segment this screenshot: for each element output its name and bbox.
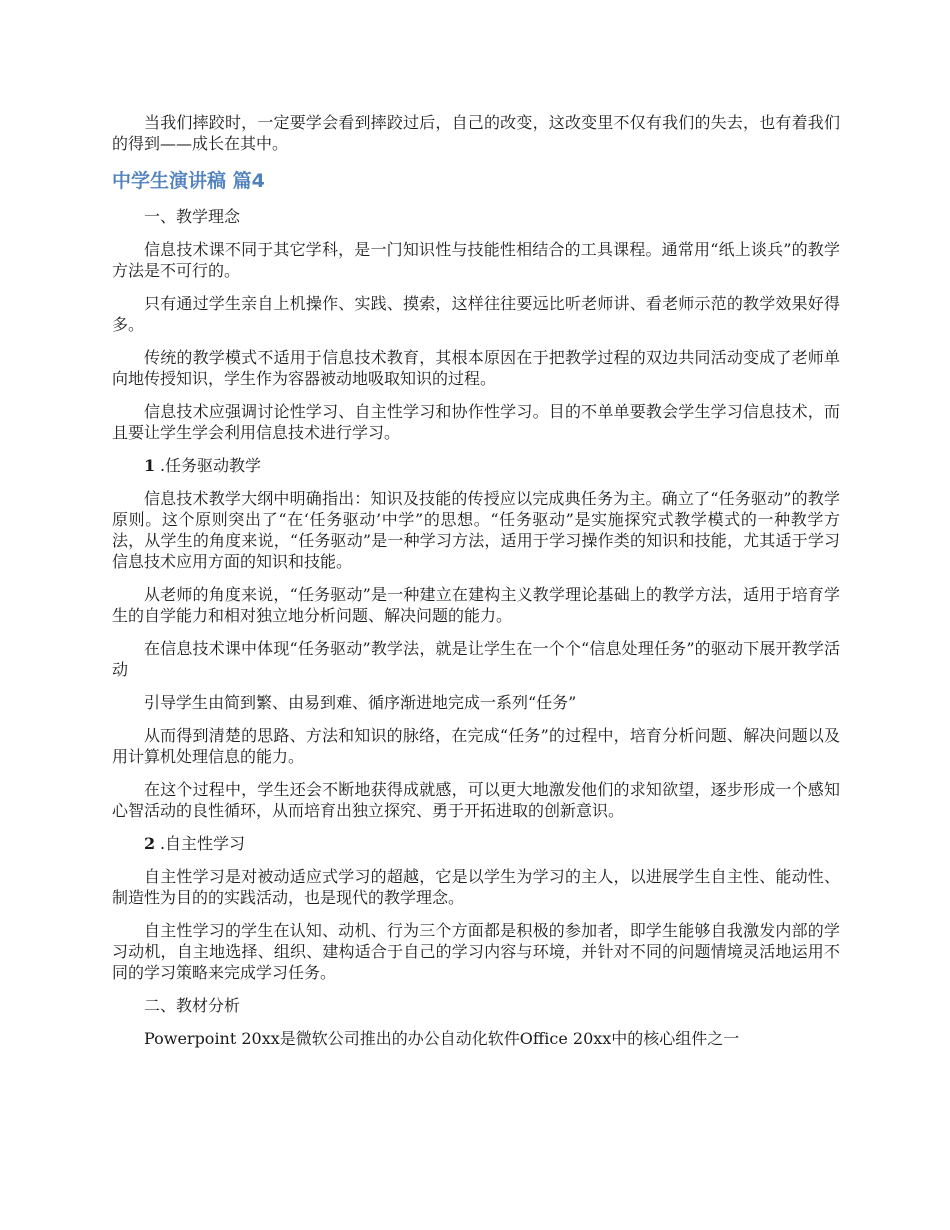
- subheading-text: .任务驱动教学: [159, 456, 262, 475]
- paragraph: 自主性学习的学生在认知、动机、行为三个方面都是积极的参加者，即学生能够自我激发内部的学习动机，自主地选择、组织、建构适合于自己的学习内容与环境，并针对不同的问题情境灵活地运用不同的学习策略来完成学习任务。: [112, 921, 840, 982]
- paragraph: 在信息技术课中体现“任务驱动”教学法，就是让学生在一个个“信息处理任务”的驱动下展开教学活动: [112, 639, 840, 679]
- paragraph: 信息技术教学大纲中明确指出：知识及技能的传授应以完成典任务为主。确立了“任务驱动”的教学原则。这个原则突出了“在‘任务驱动’中学”的思想。“任务驱动”是实施探究式教学模式的一种教学方法，从学生的角度来说，“任务驱动”是一种学习方法，适用于学习操作类的知识和技能，尤其适于学习信息技术应用方面的知识和技能。: [112, 489, 840, 571]
- subheading-task-driven: [112, 455, 840, 476]
- paragraph: 传统的教学模式不适用于信息技术教育，其根本原因在于把教学过程的双边共同活动变成了老师单向地传授知识，学生作为容器被动地吸取知识的过程。: [112, 348, 840, 388]
- paragraph: 自主性学习是对被动适应式学习的超越，它是以学生为学习的主人，以进展学生自主性、能动性、制造性为目的的实践活动，也是现代的教学理念。: [112, 867, 840, 907]
- paragraph: Powerpoint 20xx是微软公司推出的办公自动化软件Office 20xx中的核心组件之一: [144, 1029, 740, 1048]
- paragraph: 信息技术课不同于其它学科，是一门知识性与技能性相结合的工具课程。通常用“纸上谈兵”的教学方法是不可行的。: [112, 240, 840, 280]
- paragraph: 信息技术应强调讨论性学习、自主性学习和协作性学习。目的不单单要教会学生学习信息技术，而且要让学生学会利用信息技术进行学习。: [112, 402, 840, 442]
- paragraph: 引导学生由简到繁、由易到难、循序渐进地完成一系列“任务”: [144, 693, 577, 712]
- section-heading: 中学生演讲稿 篇4: [112, 170, 265, 192]
- paragraph-teaching-philosophy: 一、教学理念: [144, 207, 241, 226]
- paragraph: 在这个过程中，学生还会不断地获得成就感，可以更大地激发他们的求知欲望，逐步形成一个感知心智活动的良性循环，从而培育出独立探究、勇于开拓进取的创新意识。: [112, 780, 840, 820]
- subheading-autonomous-learning: [112, 833, 840, 854]
- subheading-number: 1: [144, 456, 156, 475]
- subheading-text: .自主性学习: [159, 834, 246, 853]
- intro-paragraph: 当我们摔跤时，一定要学会看到摔跤过后，自己的改变，这改变里不仅有我们的失去，也有着我们的得到——成长在其中。: [112, 113, 840, 153]
- paragraph: 从而得到清楚的思路、方法和知识的脉络，在完成“任务”的过程中，培育分析问题、解决问题以及用计算机处理信息的能力。: [112, 726, 840, 766]
- paragraph-textbook-analysis: 二、教材分析: [144, 996, 241, 1015]
- subheading-number: 2: [144, 834, 156, 853]
- document-page: [112, 112, 840, 1061]
- paragraph: 从老师的角度来说，“任务驱动”是一种建立在建构主义教学理论基础上的教学方法，适用于培育学生的自学能力和相对独立地分析问题、解决问题的能力。: [112, 585, 840, 625]
- paragraph: 只有通过学生亲自上机操作、实践、摸索，这样往往要远比听老师讲、看老师示范的教学效果好得多。: [112, 294, 840, 334]
